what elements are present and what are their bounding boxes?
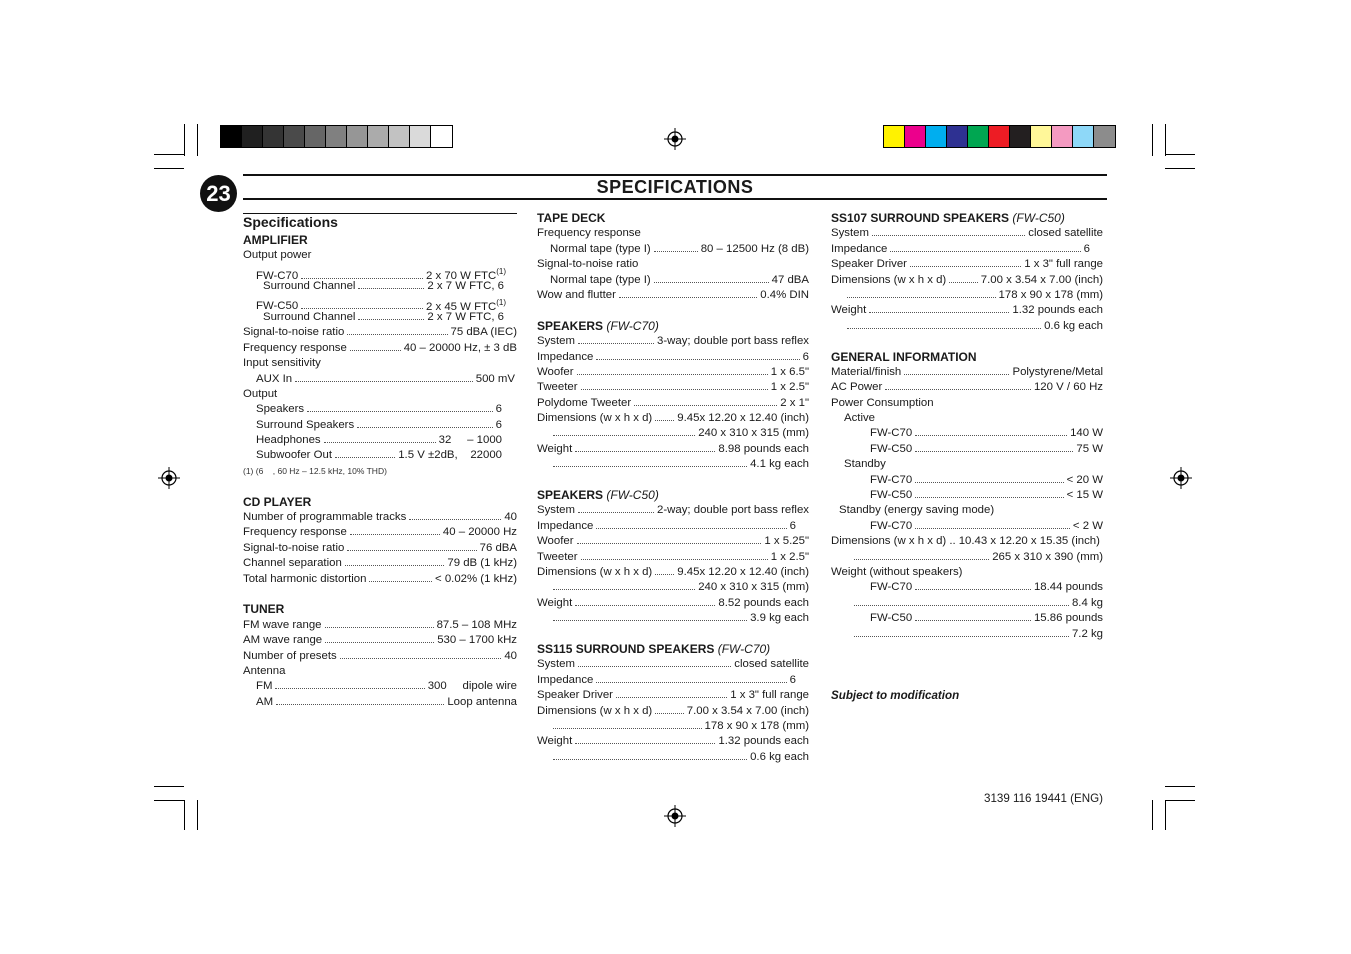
spec-value: 8.4 kg [1071,596,1103,609]
color-swatch [347,126,368,147]
registration-mark-icon [1170,467,1192,489]
spec-value: 0.6 kg each [750,750,809,763]
spec-label: AC Power [831,381,883,394]
spec-value: 120 V / 60 Hz [1033,381,1103,394]
spec-label: Signal-to-noise ratio [243,541,345,554]
dot-leader [655,713,684,714]
spec-label: Material/finish [831,365,902,378]
spec-value: 0.6 kg each [1044,319,1103,332]
color-swatch [1073,126,1094,147]
spec-label: Impedance [537,350,594,363]
dot-leader [335,457,395,458]
dot-leader [577,374,768,375]
spec-value: 1 x 2.5" [770,381,809,394]
dot-leader [904,374,1009,375]
color-swatch [905,126,926,147]
color-swatch [305,126,326,147]
spec-value: 87.5 – 108 MHz [436,618,517,631]
dot-leader [347,334,447,335]
spec-value: Loop antenna [447,695,517,708]
color-swatch [989,126,1010,147]
spec-label: Signal-to-noise ratio [243,326,345,339]
spec-label: FW-C70 [870,427,913,440]
dot-leader [847,328,1041,329]
dot-leader [654,251,698,252]
spec-value: Polystyrene/Metal [1012,365,1103,378]
dot-leader [553,435,695,436]
spec-value: 1 x 3" full range [1024,258,1103,271]
spec-value: 2 x 1" [780,396,809,409]
document-reference: 3139 116 19441 (ENG) [984,792,1104,805]
dot-leader [350,534,440,535]
spec-label: Tweeter [537,550,578,563]
spec-value: 6 [495,418,502,431]
spec-value: 15.86 pounds [1033,612,1103,625]
spec-value: 1 x 6.5" [770,365,809,378]
spec-value: 6 [802,350,809,363]
spec-value: 79 dB (1 kHz) [447,557,517,570]
spec-label: Dimensions (w x h x d) [537,565,653,578]
dot-leader [578,343,654,344]
dot-leader [295,381,473,382]
dot-leader [275,688,424,689]
spec-label: Power Consumption [831,396,934,409]
spec-value: 1.32 pounds each [718,735,809,748]
dot-leader [872,235,1025,236]
spec-label: Wow and flutter [537,288,616,301]
spec-value: 178 x 90 x 178 (mm) [704,719,809,732]
spec-value: 2 x 70 W FTC$^{(1)}$ [425,266,506,282]
spec-label: Dimensions (w x h x d) .. [831,535,956,548]
color-swatch [947,126,968,147]
spec-value: 7.00 x 3.54 x 7.00 (inch) [686,704,809,717]
spec-label: Headphones [256,434,321,447]
dot-leader [553,620,747,621]
spec-value: closed satellite [734,658,809,671]
spec-label: FM [256,680,273,693]
spec-label: FW-C50 [870,612,913,625]
dot-leader [616,697,727,698]
spec-label: Number of presets [243,649,337,662]
color-swatch [242,126,263,147]
dot-leader [655,420,674,421]
dot-leader [854,605,1069,606]
dot-leader [350,350,401,351]
dot-leader [596,682,786,683]
spec-value: 32 – 1000 [438,434,502,447]
spec-value: 4.1 kg each [750,458,809,471]
spec-value: 6 [495,403,502,416]
dot-leader [553,728,702,729]
dot-leader [369,581,432,582]
column-middle [537,211,809,765]
dot-leader [581,559,768,560]
spec-label: Dimensions (w x h x d) [537,412,653,425]
spec-label: FW-C70 [870,519,913,532]
spec-value: 40 – 20000 Hz, ± 3 dB [403,341,517,354]
spec-label: Woofer [537,535,574,548]
dot-leader [553,466,747,467]
spec-value: 1.32 pounds each [1012,304,1103,317]
dot-leader [634,405,777,406]
dot-leader [276,704,444,705]
spec-label: Standby [844,458,886,471]
spec-value: 40 [504,649,517,662]
spec-value: 500 mV [475,372,515,385]
spec-label: Normal tape (type I) [550,242,651,255]
spec-label: System [831,227,869,240]
spec-value: < 2 W [1072,519,1103,532]
spec-label: System [537,335,575,348]
spec-value: 3-way; double port bass reflex [657,335,809,348]
dot-leader [575,451,715,452]
spec-label: FW-C50 [870,489,913,502]
ss115-heading: SS115 SURROUND SPEAKERS (FW-C70) [537,641,771,656]
spec-label: Frequency response [537,227,641,240]
dot-leader [575,743,715,744]
tuner-heading: TUNER [243,602,285,617]
spec-value: 40 [504,511,517,524]
spec-label: Surround Channel [263,310,356,323]
spec-label: Antenna [243,664,286,677]
dot-leader [577,543,762,544]
dot-leader [578,512,654,513]
spec-label: Woofer [537,365,574,378]
spec-label: Speaker Driver [831,258,907,271]
spec-label: FM wave range [243,618,322,631]
spec-label: Number of programmable tracks [243,511,407,524]
spec-label: Frequency response [243,341,347,354]
spec-value: 530 – 1700 kHz [437,634,517,647]
speakers-fwc70-heading: SPEAKERS (FW-C70) [537,318,659,333]
color-swatch [1010,126,1031,147]
spec-label: Normal tape (type I) [550,273,651,286]
spec-label: Output [243,387,278,400]
dot-leader [347,550,476,551]
grayscale-calibration-bar [220,125,453,148]
dot-leader [578,666,731,667]
spec-label: AUX In [256,372,293,385]
page-number-badge: 23 [200,175,237,212]
spec-value: 1 x 5.25" [764,535,809,548]
dot-leader [869,312,1009,313]
spec-value: 1 x 2.5" [770,550,809,563]
dot-leader [325,642,434,643]
spec-label: Weight [537,442,573,455]
dot-leader [596,359,799,360]
dot-leader [910,266,1021,267]
tape-deck-heading: TAPE DECK [537,211,606,225]
dot-leader [553,759,747,760]
dot-leader [581,389,768,390]
spec-value: 75 dBA (IEC) [450,326,517,339]
color-swatch [368,126,389,147]
spec-value: 2-way; double port bass reflex [657,504,809,517]
dot-leader [915,528,1070,529]
spec-value: closed satellite [1028,227,1103,240]
spec-value: 47 dBA [771,273,809,286]
spec-value: 2 x 7 W FTC, 6 [427,310,504,323]
dot-leader [325,627,434,628]
dot-leader [915,589,1031,590]
spec-value: 8.98 pounds each [718,442,809,455]
spec-label: Weight [537,596,573,609]
dot-leader [324,442,436,443]
spec-label: Impedance [537,519,594,532]
color-swatch [431,126,452,147]
dot-leader [915,620,1031,621]
dot-leader [885,389,1031,390]
subject-to-modification-note: Subject to modification [831,689,960,703]
dot-leader [949,282,978,283]
spec-label: Speaker Driver [537,689,613,702]
spec-value: 9.45x 12.20 x 12.40 (inch) [677,412,809,425]
dot-leader [847,297,996,298]
dot-leader [409,519,501,520]
spec-value: 40 – 20000 Hz [442,526,517,539]
spec-label: FW-C70 [256,269,299,282]
spec-label: Surround Channel [263,280,356,293]
spec-value: 76 dBA [479,541,517,554]
dot-leader [915,451,1073,452]
spec-label: Impedance [831,242,888,255]
spec-label: Total harmonic distortion [243,572,367,585]
spec-label: Dimensions (w x h x d) [831,273,947,286]
spec-value: 8.52 pounds each [718,596,809,609]
registration-mark-icon [664,128,686,150]
spec-label: Surround Speakers [256,418,355,431]
ss107-heading: SS107 SURROUND SPEAKERS (FW-C50) [831,211,1065,225]
spec-value: 1.5 V ±2dB, 22000 [398,449,502,462]
dot-leader [915,482,1063,483]
spec-value: 140 W [1070,427,1103,440]
color-calibration-bar [883,125,1116,148]
spec-label: Weight (without speakers) [831,565,963,578]
dot-leader [915,435,1067,436]
dot-leader [655,574,674,575]
spec-value: 6 [789,673,796,686]
spec-value: 80 – 12500 Hz (8 dB) [700,242,809,255]
spec-value: 2 x 7 W FTC, 6 [427,280,504,293]
spec-value: < 0.02% (1 kHz) [435,572,517,585]
spec-value: 3.9 kg each [750,612,809,625]
spec-value: 6 [789,519,796,532]
general-info-heading: GENERAL INFORMATION [831,349,977,364]
page-title: SPECIFICATIONS [596,177,754,197]
spec-value: < 15 W [1066,489,1103,502]
registration-mark-icon [158,467,180,489]
spec-value: 7.2 kg [1071,627,1103,640]
color-swatch [389,126,410,147]
spec-value: 265 x 310 x 390 (mm) [992,550,1103,563]
spec-label: Frequency response [243,526,347,539]
dot-leader [358,288,424,289]
dot-leader [357,427,493,428]
spec-label: Dimensions (w x h x d) [537,704,653,717]
color-swatch [221,126,242,147]
spec-label: Output power [243,249,312,262]
color-swatch [284,126,305,147]
color-swatch [926,126,947,147]
cd-player-heading: CD PLAYER [243,494,312,509]
dot-leader [654,282,769,283]
spec-value: 18.44 pounds [1033,581,1103,594]
dot-leader [619,297,757,298]
spec-label: System [537,504,575,517]
dot-leader [307,411,493,412]
color-swatch [1031,126,1052,147]
spec-label: Tweeter [537,381,578,394]
dot-leader [915,497,1063,498]
footnote: (1) (6 , 60 Hz – 12.5 kHz, 10% THD) [243,465,387,476]
color-swatch [263,126,284,147]
spec-label: AM wave range [243,634,323,647]
dot-leader [345,565,445,566]
spec-value: 9.45x 12.20 x 12.40 (inch) [677,565,809,578]
speakers-fwc50-heading: SPEAKERS (FW-C50) [537,488,659,503]
dot-leader [596,528,786,529]
dot-leader [575,605,715,606]
dot-leader [340,658,502,659]
column-left [243,213,517,710]
color-swatch [326,126,347,147]
spec-value: 10.43 x 12.20 x 15.35 (inch) [958,535,1100,548]
dot-leader [854,636,1069,637]
spec-label: FW-C50 [256,300,299,313]
spec-label: System [537,658,575,671]
amplifier-heading: AMPLIFIER [243,233,308,247]
column-right [831,211,1103,704]
spec-label: Weight [537,735,573,748]
spec-value: 178 x 90 x 178 (mm) [998,288,1103,301]
spec-value: 2 x 45 W FTC$^{(1)}$ [425,297,506,313]
spec-label: Polydome Tweeter [537,396,632,409]
spec-value: 7.00 x 3.54 x 7.00 (inch) [980,273,1103,286]
spec-label: Active [844,412,876,425]
dot-leader [553,589,695,590]
section-heading: Specifications [243,214,338,230]
spec-value: 75 W [1076,442,1103,455]
spec-label: Signal-to-noise ratio [537,258,639,271]
spec-value: 0.4% DIN [760,288,809,301]
spec-label: Subwoofer Out [256,449,332,462]
spec-label: Speakers [256,403,305,416]
spec-value: 240 x 310 x 315 (mm) [698,427,809,440]
spec-label: Channel separation [243,557,342,570]
registration-mark-icon [664,805,686,827]
spec-label: FW-C50 [870,442,913,455]
spec-label: Weight [831,304,867,317]
spec-value: 240 x 310 x 315 (mm) [698,581,809,594]
dot-leader [890,251,1080,252]
spec-value: 6 [1083,242,1090,255]
spec-label: Standby (energy saving mode) [839,504,995,517]
spec-label: FW-C70 [870,581,913,594]
spec-label: Input sensitivity [243,357,321,370]
spec-value: 1 x 3" full range [730,689,809,702]
color-swatch [1052,126,1073,147]
spec-value: < 20 W [1066,473,1103,486]
spec-label: FW-C70 [870,473,913,486]
color-swatch [968,126,989,147]
color-swatch [410,126,431,147]
spec-label: Impedance [537,673,594,686]
color-swatch [1094,126,1115,147]
dot-leader [854,559,989,560]
dot-leader [358,319,424,320]
spec-value: 300 dipole wire [427,680,517,693]
spec-label: AM [256,695,274,708]
color-swatch [884,126,905,147]
